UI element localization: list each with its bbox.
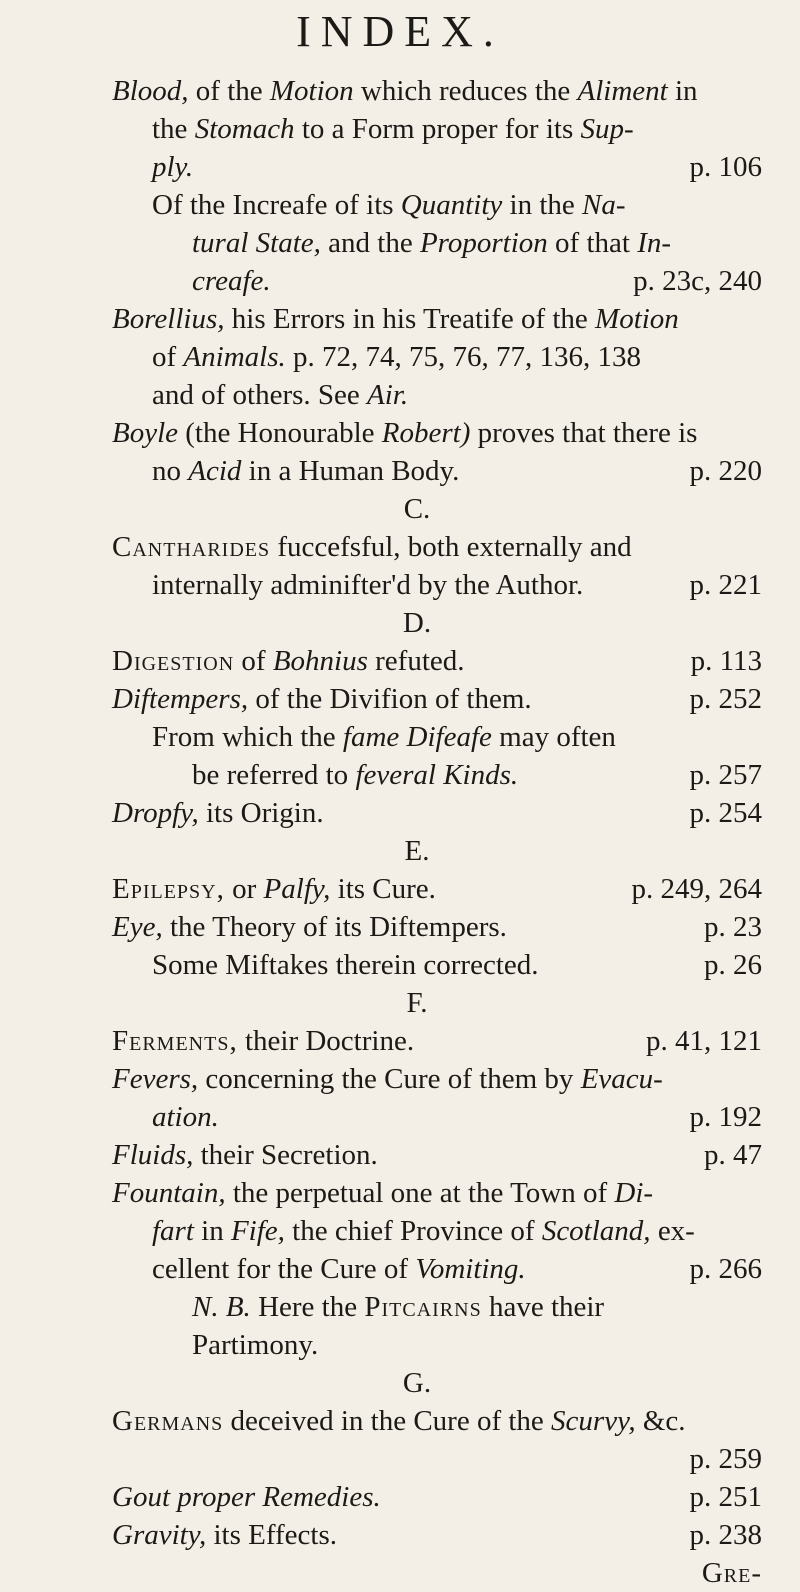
entry-text: the chief Province of bbox=[292, 1215, 535, 1247]
entry-text: p. 72, 74, 75, 76, 77, 136, 138 bbox=[292, 341, 641, 373]
entry-head: Dropfy, bbox=[112, 797, 199, 829]
entry-text: Acid bbox=[188, 455, 242, 487]
entry-text: may often bbox=[499, 721, 616, 753]
entry-text: Palfy, bbox=[263, 873, 331, 905]
entry-text: its Effects. bbox=[213, 1519, 337, 1551]
page-ref: p. 47 bbox=[704, 1139, 762, 1171]
entry-blood bbox=[112, 72, 762, 300]
entry-text: Of the Increafe of its bbox=[152, 189, 394, 221]
entry-head: Ferments, bbox=[112, 1025, 238, 1057]
entry-text: Motion bbox=[269, 75, 354, 107]
page-ref: p. 113 bbox=[690, 645, 762, 677]
catchword: Gre- bbox=[701, 1557, 762, 1589]
entry-text: its Cure. bbox=[337, 873, 436, 905]
entry-ferments bbox=[112, 1022, 762, 1060]
entry-germans bbox=[112, 1402, 762, 1478]
index-entries bbox=[112, 72, 762, 1592]
entry-head: Blood, bbox=[112, 75, 189, 107]
entry-text: or bbox=[232, 873, 257, 905]
entry-head: Fluids, bbox=[112, 1139, 194, 1171]
entry-distempers bbox=[112, 680, 762, 794]
entry-borellius bbox=[112, 300, 762, 414]
entry-text: internally adminifter'd by the Author. bbox=[152, 569, 584, 601]
entry-text: ply. bbox=[152, 151, 194, 183]
entry-head: Boyle bbox=[112, 417, 179, 449]
entry-head: Digestion bbox=[112, 645, 235, 677]
entry-text: and of others. See bbox=[152, 379, 360, 411]
entry-head: Gravity, bbox=[112, 1519, 207, 1551]
entry-gravity bbox=[112, 1516, 762, 1592]
entry-text: the perpetual one at the Town of bbox=[232, 1177, 608, 1209]
entry-text: ation. bbox=[152, 1101, 219, 1133]
page-title: INDEX. bbox=[296, 7, 504, 56]
entry-text: cellent for the Cure of bbox=[152, 1253, 409, 1285]
entry-text: Vomiting. bbox=[415, 1253, 526, 1285]
page-ref: p. 41, 121 bbox=[646, 1025, 762, 1057]
entry-text: the bbox=[152, 113, 188, 145]
entry-text: the Theory of its Diftempers. bbox=[169, 911, 507, 943]
entry-text: Bohnius bbox=[272, 645, 368, 677]
entry-text: Di- bbox=[614, 1177, 654, 1209]
section-letter-c: C. bbox=[403, 493, 431, 525]
entry-head: Germans bbox=[112, 1405, 224, 1437]
entry-head: Gout proper Remedies. bbox=[112, 1481, 381, 1513]
entry-text: tural State, bbox=[192, 227, 321, 259]
entry-text: which reduces the bbox=[360, 75, 571, 107]
entry-text: Scurvy, bbox=[551, 1405, 636, 1437]
entry-text: From which the bbox=[152, 721, 336, 753]
entry-text: feveral Kinds. bbox=[355, 759, 519, 791]
entry-text: Na- bbox=[582, 189, 626, 221]
entry-text: be referred to bbox=[192, 759, 349, 791]
entry-text: no bbox=[152, 455, 181, 487]
entry-text: Some Miftakes therein corrected. bbox=[152, 949, 539, 981]
page-ref: p. 23c, 240 bbox=[633, 265, 762, 297]
page-ref: p. 266 bbox=[689, 1253, 762, 1285]
entry-text: Scotland, bbox=[541, 1215, 651, 1247]
entry-text: Fife, bbox=[230, 1215, 285, 1247]
page-ref: p. 252 bbox=[689, 683, 762, 715]
page-ref: p. 254 bbox=[689, 797, 762, 829]
entry-text: of the Divifion of them. bbox=[255, 683, 532, 715]
entry-text: in the bbox=[509, 189, 575, 221]
entry-cantharides bbox=[112, 528, 762, 604]
page-ref: p. 238 bbox=[689, 1519, 762, 1551]
page-ref: p. 221 bbox=[689, 569, 762, 601]
entry-head: Epilepsy, bbox=[112, 873, 225, 905]
entry-head: Eye, bbox=[112, 911, 163, 943]
entry-text: refuted. bbox=[375, 645, 465, 677]
entry-text: in bbox=[674, 75, 698, 107]
page-ref: p. 259 bbox=[689, 1443, 762, 1475]
entry-fountain bbox=[112, 1174, 762, 1364]
entry-text: Proportion bbox=[419, 227, 548, 259]
entry-text: Motion bbox=[595, 303, 679, 335]
page-ref: p. 192 bbox=[689, 1101, 762, 1133]
entry-text: proves that there is bbox=[477, 417, 698, 449]
entry-text: fuccefsful, both externally and bbox=[277, 531, 632, 563]
entry-text: their Doctrine. bbox=[244, 1025, 415, 1057]
entry-eye bbox=[112, 908, 762, 984]
entry-text: concerning the Cure of them by bbox=[205, 1063, 574, 1095]
page-ref: p. 220 bbox=[689, 455, 762, 487]
entry-text: Sup- bbox=[580, 113, 634, 145]
page-ref: p. 257 bbox=[689, 759, 762, 791]
section-letter-d: D. bbox=[402, 607, 432, 639]
entry-text: in bbox=[201, 1215, 224, 1247]
entry-text: of bbox=[241, 645, 266, 677]
entry-text: creafe. bbox=[192, 265, 271, 297]
entry-text: their Secretion. bbox=[200, 1139, 378, 1171]
entry-text: Quantity bbox=[400, 189, 503, 221]
page-ref: p. 106 bbox=[689, 151, 762, 183]
entry-text: (the Honourable bbox=[185, 417, 375, 449]
page-ref: p. 249, 264 bbox=[631, 873, 762, 905]
entry-head: Cantharides bbox=[112, 531, 271, 563]
entry-text: of bbox=[152, 341, 177, 373]
entry-boyle bbox=[112, 414, 762, 490]
entry-text: fame Difeafe bbox=[342, 721, 492, 753]
entry-text: In- bbox=[637, 227, 672, 259]
entry-head: Borellius, bbox=[112, 303, 225, 335]
entry-text: fart bbox=[152, 1215, 194, 1247]
entry-text: and the bbox=[328, 227, 413, 259]
entry-text: Partimony. bbox=[192, 1329, 319, 1361]
entry-text: Stomach bbox=[194, 113, 295, 145]
entry-digestion bbox=[112, 642, 762, 680]
entry-text: Evacu- bbox=[580, 1063, 663, 1095]
page-ref: p. 26 bbox=[704, 949, 762, 981]
entry-text: its Origin. bbox=[205, 797, 324, 829]
entry-text: &c. bbox=[642, 1405, 686, 1437]
section-letter-e: E. bbox=[404, 835, 430, 867]
entry-dropsy bbox=[112, 794, 762, 832]
entry-fevers bbox=[112, 1060, 762, 1136]
entry-text: his Errors in his Treatife of the bbox=[231, 303, 588, 335]
entry-text: N. B. bbox=[192, 1291, 251, 1323]
entry-text: Pitcairns bbox=[364, 1291, 482, 1323]
entry-gout bbox=[112, 1478, 762, 1516]
entry-text: Animals. bbox=[183, 341, 286, 373]
entry-head: Fountain, bbox=[112, 1177, 226, 1209]
entry-text: ex- bbox=[657, 1215, 695, 1247]
page-ref: p. 23 bbox=[704, 911, 762, 943]
entry-text: to a Form proper for its bbox=[301, 113, 574, 145]
entry-head: Diftempers, bbox=[112, 683, 249, 715]
entry-text: Air. bbox=[367, 379, 409, 411]
entry-text: have their bbox=[488, 1291, 605, 1323]
section-letter-g: G. bbox=[402, 1367, 432, 1399]
entry-text: in a Human Body. bbox=[248, 455, 460, 487]
entry-text: of the bbox=[195, 75, 263, 107]
section-letter-f: F. bbox=[406, 987, 428, 1019]
entry-text: deceived in the Cure of the bbox=[230, 1405, 544, 1437]
entry-head: Fevers, bbox=[112, 1063, 199, 1095]
entry-text: Aliment bbox=[577, 75, 668, 107]
entry-epilepsy bbox=[112, 870, 762, 908]
entry-text: Robert) bbox=[381, 417, 471, 449]
entry-text: of that bbox=[555, 227, 630, 259]
entry-fluids bbox=[112, 1136, 762, 1174]
page-ref: p. 251 bbox=[689, 1481, 762, 1513]
entry-text: Here the bbox=[258, 1291, 358, 1323]
